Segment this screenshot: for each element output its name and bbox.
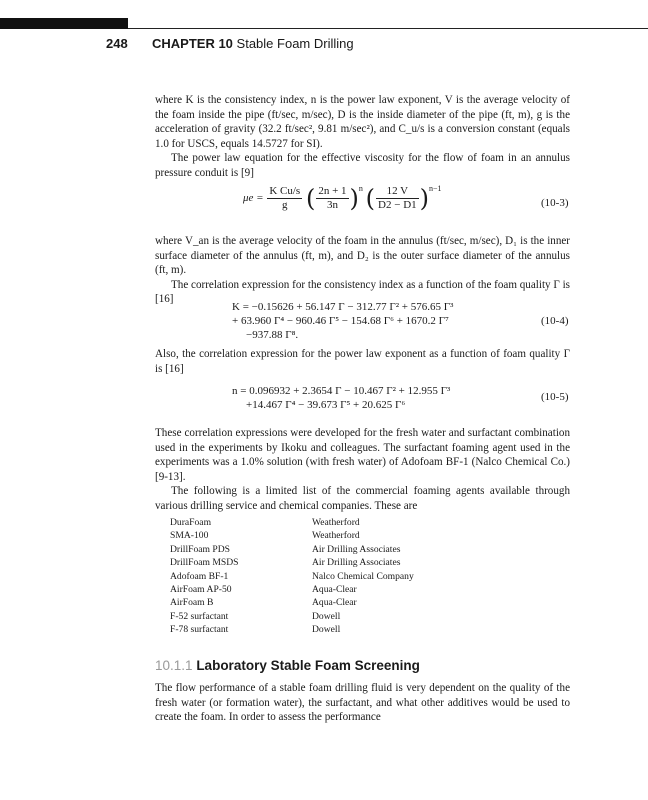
fraction [376, 185, 419, 212]
eq-lhs: μe = [243, 192, 264, 204]
paren: ) [419, 184, 430, 213]
equation-line: −937.88 Γ⁸. [246, 329, 299, 341]
paragraph: The flow performance of a stable foam drilling fluid is very dependent on the quality of the fresh water (or formation water), the surfactant, and what other additives would be used to create the foam. In order to assess the performance [155, 682, 570, 723]
table-row [170, 516, 414, 529]
exponent: n [358, 184, 363, 193]
paragraph: where K is the consistency index, n is the power law exponent, V is the average velocity of the foam inside the pipe (ft/sec, m/sec), D is the inside diameter of the pipe (ft, m), g is the acceleration of gravity (32.2 ft/sec², 9.81 m/sec²), and C_u/s is a conversion constant (equals 1.0 for USCS, equals 14.5727 for SI). [155, 94, 570, 150]
agent-company: Air Drilling Associates [312, 543, 401, 555]
paragraph: Also, the correlation expression for the power law exponent as a function of foam quality Γ is [16] [155, 348, 570, 375]
agent-name: Adofoam BF-1 [170, 570, 229, 582]
paragraph: These correlation expressions were developed for the fresh water and surfactant combination used in the experiments by Ikoku and colleagues. The surfactant foaming agent used in the experiments was a 1.0% solution (with fresh water) of Adofoam BF-1 (Nalco Chemical Co.)[9-13]. [155, 427, 570, 483]
table-row [170, 596, 414, 609]
agent-name: DrillFoam PDS [170, 543, 230, 555]
agent-company: Weatherford [312, 517, 360, 528]
equation-line: n = 0.096932 + 2.3654 Γ − 10.467 Γ² + 12.955 Γ³ [232, 385, 451, 397]
agent-name: F-78 surfactant [170, 624, 229, 636]
text-block-5 [155, 681, 570, 725]
paragraph: The following is a limited list of the commercial foaming agents available through various drilling service and chemical companies. These are [155, 485, 570, 512]
denominator: D2 − D1 [378, 198, 417, 211]
denominator: g [282, 198, 288, 211]
page-number: 248 [106, 36, 128, 51]
fraction [316, 185, 348, 212]
text-block-4 [155, 426, 570, 513]
agent-name: F-52 surfactant [170, 610, 229, 622]
text-block-1 [155, 93, 570, 180]
text-block-3 [155, 347, 570, 376]
paragraph: The power law equation for the effective viscosity for the flow of foam in an annulus pressure conduit is [9] [155, 152, 570, 179]
foaming-agents-list [170, 516, 414, 637]
denominator: 3n [326, 198, 338, 211]
table-row [170, 623, 414, 636]
table-row [170, 556, 414, 569]
running-header [106, 36, 354, 51]
section-heading [155, 658, 420, 673]
table-row [170, 529, 414, 542]
chapter-title: Stable Foam Drilling [236, 36, 354, 51]
paragraph: where V_an is the average velocity of the foam in the annulus (ft/sec, m/sec), D₁ is the inner surface diameter of the annulus (ft, m), and D₂ is the outer surface diameter of the annulus (ft, m). [155, 235, 570, 276]
text-block-2 [155, 234, 570, 307]
agent-name: SMA-100 [170, 530, 209, 542]
numerator: 12 V [376, 185, 419, 199]
numerator: 2n + 1 [318, 184, 347, 197]
equation-line: + 63.960 Γ⁴ − 960.46 Γ⁵ − 154.68 Γ⁶ + 1670.2 Γ⁷ [232, 315, 449, 327]
paren: ( [365, 184, 376, 213]
table-row [170, 543, 414, 556]
section-title: Laboratory Stable Foam Screening [196, 658, 420, 673]
agent-name: AirFoam AP-50 [170, 584, 232, 596]
paren: ) [349, 184, 359, 213]
agent-company: Air Drilling Associates [312, 557, 401, 569]
table-row [170, 610, 414, 623]
agent-name: DuraFoam [170, 517, 212, 528]
chapter-label: CHAPTER 10 [152, 36, 233, 51]
agent-company: Dowell [312, 624, 341, 636]
agent-company: Weatherford [312, 530, 360, 542]
agents-body [170, 516, 414, 637]
equation-number: (10-5) [541, 391, 569, 403]
agent-company: Dowell [312, 610, 341, 622]
chapter-heading [152, 36, 354, 51]
paragraph: The correlation expression for the consistency index as a function of the foam quality Γ is [16] [155, 278, 570, 305]
equation-number: (10-3) [541, 197, 569, 209]
agent-company: Aqua-Clear [312, 584, 357, 596]
equation-line: +14.467 Γ⁴ − 39.673 Γ⁵ + 20.625 Γ⁶ [246, 399, 406, 411]
equation-10-4 [232, 300, 453, 342]
numerator: K Cu/s [269, 184, 301, 197]
table-row [170, 570, 414, 583]
header-rule [128, 28, 648, 29]
equation-line: K = −0.15626 + 56.147 Γ − 312.77 Γ² + 576.65 Γ³ [232, 301, 454, 313]
section-number: 10.1.1 [155, 658, 193, 673]
equation-10-5 [232, 384, 450, 412]
agent-company: Nalco Chemical Company [312, 570, 414, 582]
fraction [267, 185, 302, 212]
header-bar [0, 18, 128, 29]
paren: ( [305, 184, 316, 213]
agent-name: DrillFoam MSDS [170, 557, 239, 569]
table-row [170, 583, 414, 596]
exponent: n−1 [429, 184, 442, 193]
agent-name: AirFoam B [170, 597, 214, 609]
agent-company: Aqua-Clear [312, 597, 357, 609]
equation-number: (10-4) [541, 315, 569, 327]
equation-10-3 [243, 184, 442, 212]
